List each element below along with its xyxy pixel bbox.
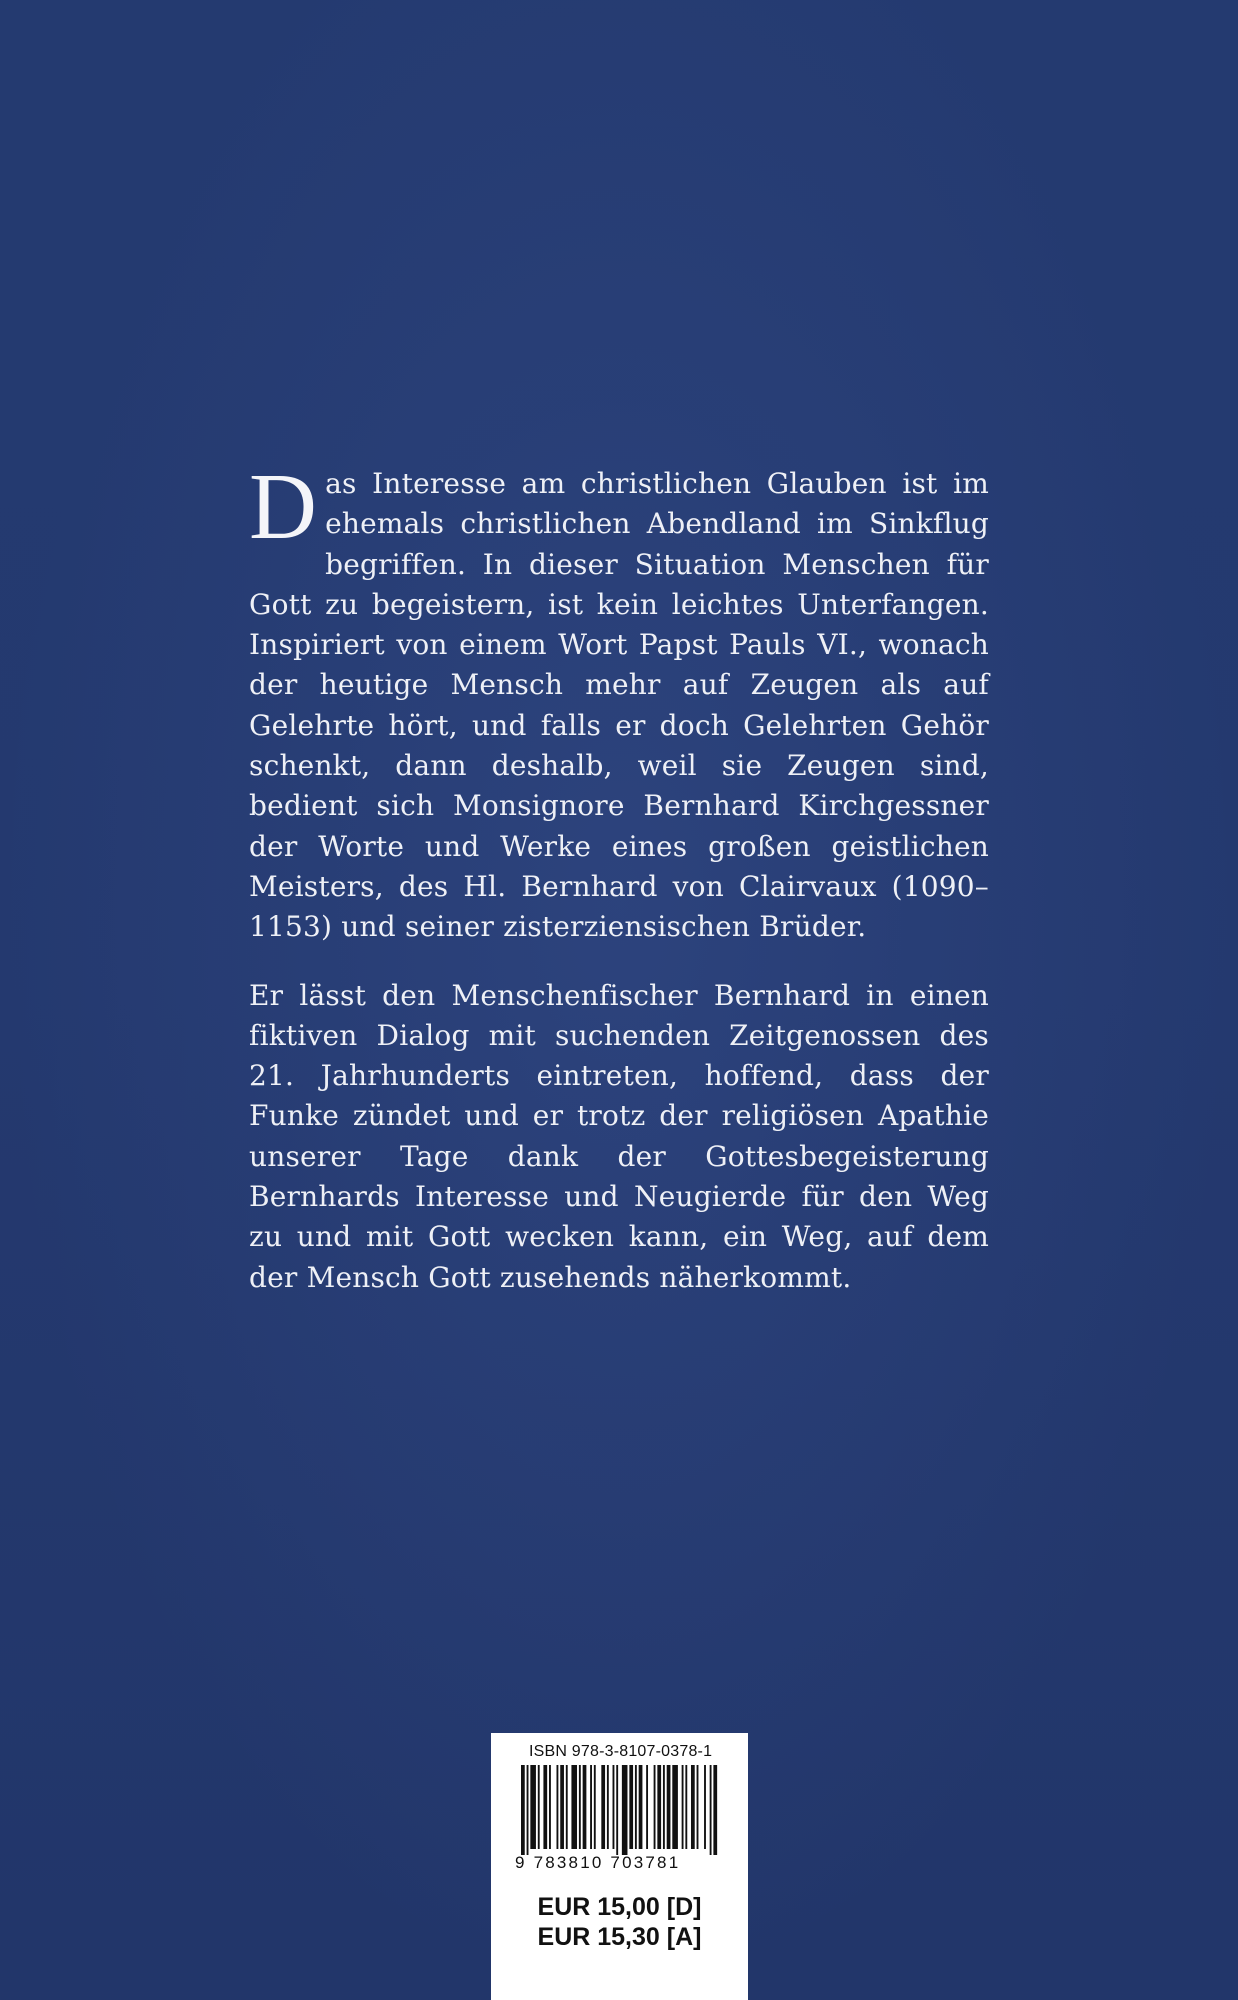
price-germany: EUR 15,00 [D] [537, 1893, 702, 1921]
barcode-bar [527, 1765, 529, 1855]
barcode-icon [521, 1765, 719, 1855]
barcode-bar [594, 1765, 596, 1849]
barcode-bar [560, 1765, 564, 1849]
barcode-bar [635, 1765, 637, 1849]
barcode-bar [685, 1765, 687, 1849]
barcode-bar [657, 1765, 661, 1849]
barcode-bar [601, 1765, 605, 1849]
barcode-bar [646, 1765, 648, 1849]
barcode-digits: 9 783810 703781 [515, 1853, 681, 1872]
blurb-text [249, 455, 989, 1326]
barcode-bar [667, 1765, 671, 1849]
barcode-bar [607, 1765, 609, 1849]
barcode-bar [622, 1765, 628, 1855]
barcode-bar [543, 1765, 547, 1849]
barcode-bar [530, 1765, 536, 1849]
barcode-bar [538, 1765, 540, 1849]
isbn-number: ISBN 978-3-8107-0378-1 [529, 1743, 713, 1760]
drop-cap: D [249, 455, 318, 559]
barcode-bar [566, 1765, 568, 1849]
barcode-bar [571, 1765, 577, 1849]
barcode-bar [639, 1765, 643, 1849]
barcode-bar [613, 1765, 615, 1849]
barcode-bar [629, 1765, 633, 1849]
barcode-bar [556, 1765, 558, 1849]
barcode-bar [521, 1765, 525, 1855]
price-austria: EUR 15,30 [A] [537, 1923, 702, 1951]
blurb-paragraph-1-text: as Interesse am christlichen Glauben ist im ehemals christlichen Abendland im Sinkflug begriffen. In dieser Situation Menschen für Gott zu begeistern, ist kein leichtes Unterfangen. Inspiriert von einem Wort Papst Pauls VI., wonach der heutige Mensch mehr auf Zeugen als auf Gelehrte hört, und falls er doch Gelehrten Gehör schenkt, dann deshalb, weil sie Zeugen sind, bedient sich Monsignore Bernhard Kirchgessner der Worte und Werke eines großen geistlichen Meisters, des Hl. Bernhard von Clairvaux (1090–1153) und seiner zisterziensischen Brüder. [249, 467, 989, 944]
barcode-bar [583, 1765, 587, 1849]
barcode-bar [713, 1765, 717, 1855]
blurb-paragraph-1 [249, 455, 989, 948]
barcode-bar [710, 1765, 712, 1855]
barcode-bar [682, 1765, 684, 1849]
barcode-bar [579, 1765, 581, 1849]
barcode-label [491, 1733, 748, 2000]
barcode-bar [672, 1765, 678, 1849]
barcode-bar [549, 1765, 551, 1849]
barcode-bar [691, 1765, 695, 1849]
barcode-bar [697, 1765, 699, 1849]
barcode-bar [590, 1765, 592, 1849]
barcode-bar [704, 1765, 706, 1849]
barcode-bar [616, 1765, 618, 1855]
barcode-bar [654, 1765, 656, 1849]
barcode-bar [663, 1765, 665, 1849]
blurb-paragraph-2: Er lässt den Menschenfischer Bernhard in einen fiktiven Dialog mit suchenden Zeitgenossen des 21. Jahrhunderts eintreten, hoffend, dass der Funke zündet und er trotz der religiösen Apathie unserer Tage dank der Gottesbegeisterung Bernhards Interesse und Neugierde für den Weg zu und mit Gott wecken kann, ein Weg, auf dem der Mensch Gott zusehends näherkommt. [249, 978, 989, 1294]
